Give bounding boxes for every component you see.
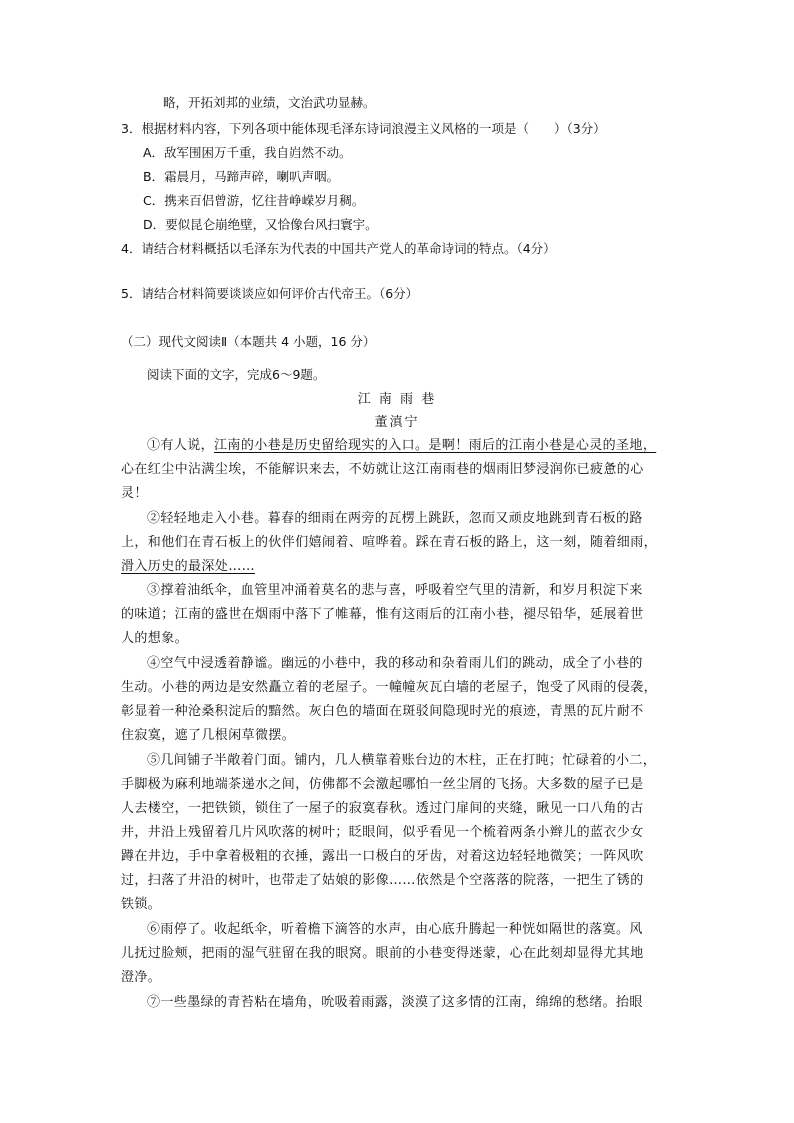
question-3-option-a: A．敌军围困万千重，我自岿然不动。 <box>143 145 352 160</box>
paragraph-4-line-2: 生动。小巷的两边是安然矗立着的老屋子。一幢幢灰瓦白墙的老屋子，饱受了风雨的侵袭， <box>121 680 658 695</box>
paragraph-5-line-2: 手脚极为麻利地端茶递水之间，仿佛都不会激起哪怕一丝尘屑的飞扬。大多数的屋子已是 <box>121 777 644 792</box>
paragraph-1-line-3: 灵！ <box>121 486 148 501</box>
paragraph-4-line-4: 住寂寞，遮了几根闲草微摆。 <box>121 728 296 743</box>
paragraph-2-line-2: 上，和他们在青石板上的伙伴们嬉闹着、喧哗着。踩在青石板的路上，这一刻，随着细雨， <box>121 535 658 550</box>
paragraph-5-line-6: 过，扫落了井沿的树叶，也带走了姑娘的影像……依然是个空落落的院落，一把生了锈的 <box>121 873 644 888</box>
paragraph-1-lead: ①有人说， <box>147 438 215 453</box>
paragraph-4-line-1: ④空气中浸透着静谧。幽远的小巷中，我的移动和杂着雨儿们的跳动，成全了小巷的 <box>147 656 643 671</box>
paragraph-5-line-4: 井，井沿上残留着几片风吹落的树叶；眨眼间，似乎看见一个梳着两条小辫儿的蓝衣少女 <box>121 825 644 840</box>
paragraph-1-line-1 <box>147 437 656 455</box>
question-3-stem: 3．根据材料内容，下列各项中能体现毛泽东诗词浪漫主义风格的一项是（ ）（3分） <box>121 121 606 136</box>
question-2-continuation: 略，开拓刘邦的业绩，文治武功显赫。 <box>163 95 376 110</box>
paragraph-2-line-1: ②轻轻地走入小巷。暮春的细雨在两旁的瓦楞上跳跃，忽而又顽皮地跳到青石板的路 <box>147 511 643 526</box>
paragraph-1-line-2: 心在红尘中沾满尘埃，不能解识来去，不妨就让这江南雨巷的烟雨旧梦浸润你已疲惫的心 <box>121 462 644 477</box>
reading-instruction: 阅读下面的文字，完成6～9题。 <box>147 367 326 382</box>
article-author: 董滇宁 <box>374 415 420 430</box>
paragraph-5-line-3: 人去楼空，一把铁锁，锁住了一屋子的寂寞春秋。透过门扉间的夹缝，瞅见一口八角的古 <box>121 801 644 816</box>
paragraph-6-line-3: 澄净。 <box>121 970 162 985</box>
paragraph-3-line-1: ③撑着油纸伞，血管里冲涌着莫名的悲与喜，呼吸着空气里的清新，和岁月积淀下来 <box>147 583 643 598</box>
paragraph-3-line-2: 的味道；江南的盛世在烟雨中落下了帷幕，惟有这雨后的江南小巷，褪尽铅华，延展着世 <box>121 607 644 622</box>
article-title: 江 南 雨 巷 <box>357 392 437 407</box>
underlined-phrase: 江南的小巷是历史留给现实的入口。是啊！雨后的江南小巷是心灵的圣地， <box>214 438 657 453</box>
paragraph-5-line-1: ⑤几间铺子半敞着门面。铺内，几人横靠着账台边的木柱，正在打盹；忙碌着的小二， <box>147 753 657 768</box>
question-3-option-b: B．霜晨月，马蹄声碎，喇叭声咽。 <box>143 169 340 184</box>
question-4: 4．请结合材料概括以毛泽东为代表的中国共产党人的革命诗词的特点。（4分） <box>121 241 556 256</box>
underlined-phrase: 滑入历史的最深处…… <box>121 559 256 574</box>
paragraph-6-line-2: 儿抚过脸颊，把雨的湿气驻留在我的眼窝。眼前的小巷变得迷蒙，心在此刻却显得尤其地 <box>121 946 644 961</box>
question-3-option-d: D．要似昆仑崩绝壁，又恰像台风扫寰宇。 <box>143 217 378 232</box>
question-3-option-c: C．携来百侣曾游，忆往昔峥嵘岁月稠。 <box>143 193 365 208</box>
paragraph-5-line-5: 蹲在井边，手中拿着极粗的衣捶，露出一口极白的牙齿，对着这边轻轻地微笑；一阵风吹 <box>121 849 644 864</box>
paragraph-7-line-1: ⑦一些墨绿的青苔粘在墙角，吮吸着雨露，淡漠了这多情的江南，绵绵的愁绪。抬眼 <box>147 995 643 1010</box>
paragraph-5-line-7: 铁锁。 <box>121 897 162 912</box>
paragraph-3-line-3: 人的想象。 <box>121 631 189 646</box>
question-5: 5．请结合材料简要谈谈应如何评价古代帝王。（6分） <box>121 286 419 301</box>
paragraph-6-line-1: ⑥雨停了。收起纸伞，听着檐下滴答的水声，由心底升腾起一种恍如隔世的落寞。风 <box>147 922 643 937</box>
paragraph-4-line-3: 彰显着一种沧桑积淀后的黯然。灰白色的墙面在斑驳间隐现时光的痕迹，青黑的瓦片耐不 <box>121 704 644 719</box>
section-heading: （二）现代文阅读Ⅱ（本题共 4 小题，16 分） <box>121 334 376 349</box>
